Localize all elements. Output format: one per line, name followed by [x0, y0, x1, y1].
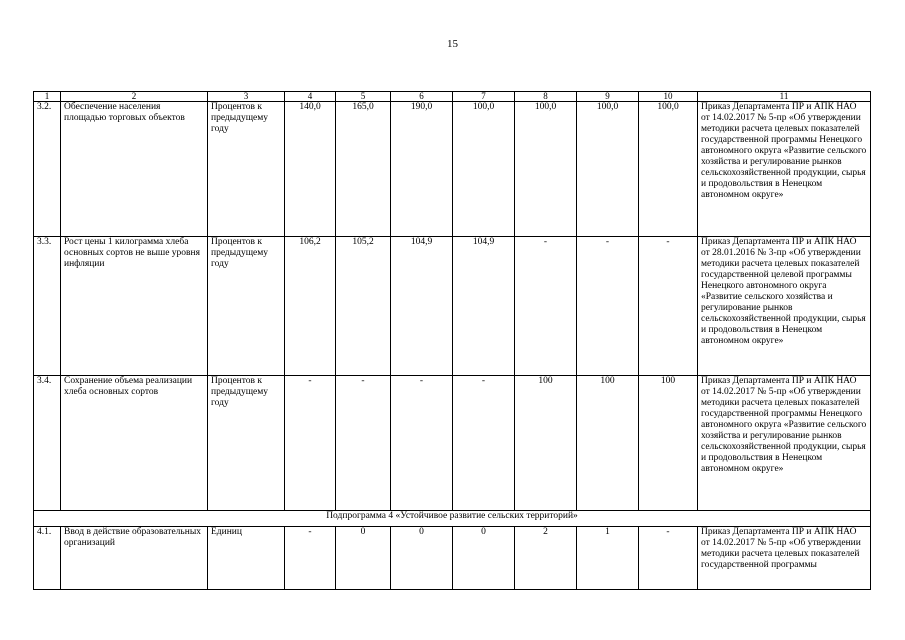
indicator-code: 3.2. [34, 102, 61, 237]
indicator-unit: Процентов к предыдущему году [208, 237, 285, 376]
column-number: 9 [577, 92, 639, 102]
indicator-value: 104,9 [391, 237, 453, 376]
table-row [34, 237, 871, 376]
indicator-value: - [285, 376, 336, 511]
indicator-name: Сохранение объема реализации хлеба основных сортов [61, 376, 208, 511]
indicator-unit: Единиц [208, 527, 285, 590]
indicator-unit: Процентов к предыдущему году [208, 102, 285, 237]
table-row [34, 376, 871, 511]
column-number: 7 [453, 92, 515, 102]
indicator-value: 100,0 [453, 102, 515, 237]
indicator-value: 100 [515, 376, 577, 511]
indicator-value: 100,0 [515, 102, 577, 237]
indicator-value: - [639, 527, 698, 590]
table-row [34, 102, 871, 237]
indicator-source: Приказ Департамента ПР и АПК НАО от 14.02.2017 № 5-пр «Об утверждении методики расчета целевых показателей государственной программы [698, 527, 871, 590]
indicator-name: Обеспечение населения площадью торговых объектов [61, 102, 208, 237]
section-title: Подпрограмма 4 «Устойчивое развитие сельских территорий» [34, 511, 871, 527]
indicator-value: 0 [391, 527, 453, 590]
column-number: 3 [208, 92, 285, 102]
indicator-value: - [391, 376, 453, 511]
indicator-value: 0 [336, 527, 391, 590]
indicator-unit: Процентов к предыдущему году [208, 376, 285, 511]
indicator-value: - [285, 527, 336, 590]
indicator-code: 3.3. [34, 237, 61, 376]
indicator-source: Приказ Департамента ПР и АПК НАО от 14.02.2017 № 5-пр «Об утверждении методики расчета целевых показателей государственной программы Ненецкого автономного округа «Развитие сельского хозяйства и регулирование рынков сельскохозяйственной продукции, сырья и продовольствия в Ненецком автономном округе» [698, 102, 871, 237]
indicators-table [33, 91, 871, 590]
indicator-value: - [515, 237, 577, 376]
indicator-value: 100 [577, 376, 639, 511]
indicator-value: 100,0 [577, 102, 639, 237]
indicator-value: - [336, 376, 391, 511]
column-numbers-row [34, 92, 871, 102]
indicator-source: Приказ Департамента ПР и АПК НАО от 28.01.2016 № 3-пр «Об утверждении методики расчета целевых показателей государственной целевой программы Ненецкого автономного округа «Развитие сельского хозяйства и регулирование рынков сельскохозяйственной продукции, сырья и продовольствия в Ненецком автономном округе» [698, 237, 871, 376]
indicator-value: 140,0 [285, 102, 336, 237]
indicator-name: Рост цены 1 килограмма хлеба основных сортов не выше уровня инфляции [61, 237, 208, 376]
indicator-value: - [639, 237, 698, 376]
indicator-value: 2 [515, 527, 577, 590]
indicator-value: 100,0 [639, 102, 698, 237]
indicator-value: 104,9 [453, 237, 515, 376]
indicator-value: 106,2 [285, 237, 336, 376]
section-row [34, 511, 871, 527]
indicator-value: - [453, 376, 515, 511]
indicator-value: 190,0 [391, 102, 453, 237]
indicator-code: 4.1. [34, 527, 61, 590]
indicator-code: 3.4. [34, 376, 61, 511]
column-number: 6 [391, 92, 453, 102]
column-number: 10 [639, 92, 698, 102]
indicator-value: 100 [639, 376, 698, 511]
column-number: 4 [285, 92, 336, 102]
indicator-name: Ввод в действие образовательных организаций [61, 527, 208, 590]
table-row [34, 527, 871, 590]
column-number: 1 [34, 92, 61, 102]
indicator-value: 0 [453, 527, 515, 590]
column-number: 2 [61, 92, 208, 102]
column-number: 8 [515, 92, 577, 102]
indicator-value: 105,2 [336, 237, 391, 376]
column-number: 11 [698, 92, 871, 102]
indicator-value: - [577, 237, 639, 376]
indicator-value: 165,0 [336, 102, 391, 237]
page-number: 15 [447, 38, 458, 50]
indicator-value: 1 [577, 527, 639, 590]
indicator-source: Приказ Департамента ПР и АПК НАО от 14.02.2017 № 5-пр «Об утверждении методики расчета целевых показателей государственной программы Ненецкого автономного округа «Развитие сельского хозяйства и регулирование рынков сельскохозяйственной продукции, сырья и продовольствия в Ненецком автономном округе» [698, 376, 871, 511]
column-number: 5 [336, 92, 391, 102]
